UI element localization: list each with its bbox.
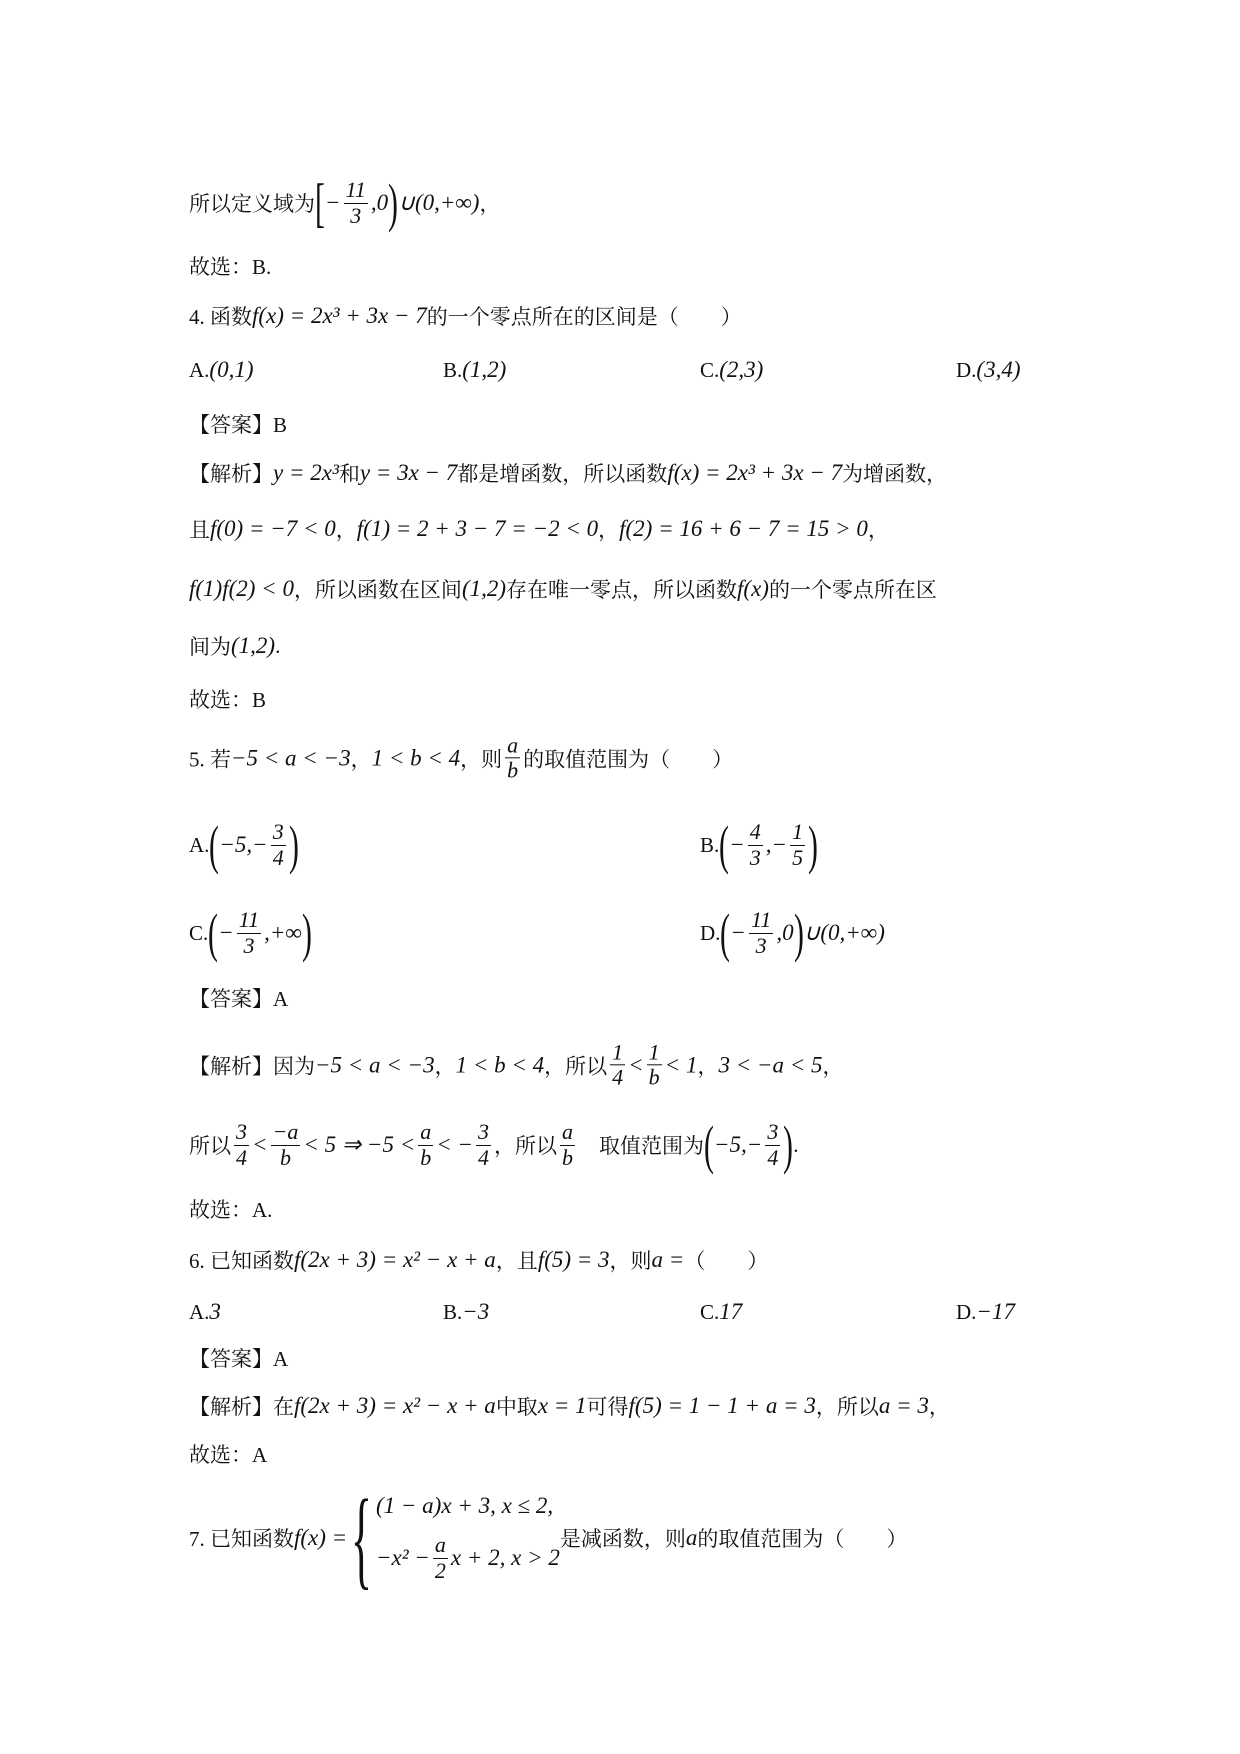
delimiter: ( xyxy=(704,1115,714,1175)
math-expression: ,+∞ xyxy=(264,920,302,945)
text-line xyxy=(189,409,287,439)
fraction-denominator: 4 xyxy=(478,1144,490,1170)
fraction-numerator: 3 xyxy=(272,819,284,845)
fraction-denominator: b xyxy=(507,757,519,783)
fraction-denominator: 4 xyxy=(767,1144,779,1170)
delimiter: [ xyxy=(315,173,325,233)
math-expression: f(x) xyxy=(737,576,769,601)
text-run: ， xyxy=(335,518,357,542)
answer-option xyxy=(700,357,763,383)
text-run: ，则 xyxy=(609,1249,652,1273)
text-run: 所以定义域为 xyxy=(189,192,315,216)
text-line xyxy=(189,1391,950,1421)
text-run: 都是增函数，所以函数 xyxy=(457,462,668,486)
math-expression: (1,2) xyxy=(461,576,507,601)
math-expression: (2,3) xyxy=(719,357,764,382)
math-expression: a xyxy=(685,1525,698,1550)
answer-option xyxy=(189,815,299,875)
fraction xyxy=(560,1120,575,1169)
text-run: 【答案】B xyxy=(189,413,288,437)
text-run: 4. 函数 xyxy=(189,305,252,329)
math-expression: ,0 xyxy=(370,190,389,215)
text-run: 的取值范围为（ ） xyxy=(697,1527,908,1551)
fraction xyxy=(748,820,763,869)
text-line xyxy=(189,173,501,233)
fraction-numerator: 3 xyxy=(478,1119,490,1145)
fraction-numerator: a xyxy=(420,1119,432,1145)
fraction-numerator: 4 xyxy=(749,819,761,845)
text-run: 【解析】在 xyxy=(189,1395,294,1419)
fraction-numerator: 11 xyxy=(750,907,772,933)
fraction-denominator: 3 xyxy=(755,932,767,958)
fraction xyxy=(234,1120,249,1169)
text-run: ， xyxy=(822,1054,844,1078)
delimiter: ) xyxy=(808,815,819,875)
text-line xyxy=(189,458,947,488)
delimiter: ) xyxy=(783,1115,794,1175)
text-run: 且 xyxy=(189,518,210,542)
text-line xyxy=(189,514,889,544)
fraction-numerator: 1 xyxy=(648,1039,660,1065)
text-run: B. xyxy=(443,357,463,382)
delimiter: ) xyxy=(301,903,312,963)
text-run: D. xyxy=(700,920,721,945)
fraction-numerator: 3 xyxy=(236,1119,247,1145)
fraction-numerator: 11 xyxy=(345,177,366,203)
answer-option xyxy=(189,357,254,383)
math-expression: a = xyxy=(651,1247,685,1272)
delimiter: ) xyxy=(388,173,399,233)
text-line xyxy=(189,1439,267,1469)
fraction xyxy=(271,820,286,869)
text-run: 【解析】因为 xyxy=(189,1054,315,1078)
math-expression: f(2x + 3) = x² − x + a xyxy=(294,1393,496,1418)
text-run: 可得 xyxy=(586,1395,629,1419)
text-run: A. xyxy=(189,357,210,382)
text-run: 为增函数， xyxy=(842,462,948,486)
math-expression: < xyxy=(252,1132,268,1157)
math-expression: f(2x + 3) = x² − x + a xyxy=(294,1247,496,1272)
math-expression: −5 < a < −3 xyxy=(315,1052,435,1077)
text-run: ，则 xyxy=(460,747,503,771)
math-expression: −5,− xyxy=(714,1132,763,1157)
text-line xyxy=(189,1194,272,1224)
text-run: A. xyxy=(189,832,210,857)
math-expression: (1,2) xyxy=(231,633,276,658)
text-line xyxy=(189,1477,908,1599)
text-run: ，所以 xyxy=(494,1134,558,1158)
answer-option xyxy=(700,815,819,875)
math-expression: −5,− xyxy=(219,832,268,857)
fraction-denominator: 3 xyxy=(350,202,362,228)
text-run: 存在唯一零点，所以函数 xyxy=(506,578,738,602)
math-expression: f(5) = 1 − 1 + a = 3 xyxy=(628,1393,816,1418)
text-run: 故选：A xyxy=(189,1443,268,1467)
piecewise-case xyxy=(376,1493,560,1519)
fraction xyxy=(647,1040,662,1089)
text-run: ，所以函数在区间 xyxy=(293,578,462,602)
text-run: 的一个零点所在区 xyxy=(768,578,937,602)
answer-option xyxy=(700,903,885,963)
fraction-numerator: 1 xyxy=(792,819,804,845)
math-expression: ,0 xyxy=(776,920,794,945)
text-run: ， xyxy=(479,192,501,216)
math-expression: ∪(0,+∞) xyxy=(803,920,885,945)
answer-option xyxy=(189,903,312,963)
text-run: 【答案】A xyxy=(189,987,289,1011)
delimiter: ) xyxy=(288,815,299,875)
math-expression: y = 3x − 7 xyxy=(359,460,458,485)
text-run: 【解析】 xyxy=(189,462,273,486)
answer-option xyxy=(443,357,506,383)
fraction-denominator: 3 xyxy=(243,932,255,958)
delimiter: ( xyxy=(720,903,731,963)
math-expression: − xyxy=(324,190,341,215)
math-expression: f(1)f(2) < 0 xyxy=(189,576,294,601)
text-run: ，所以 xyxy=(815,1395,879,1419)
text-run: 中取 xyxy=(495,1395,538,1419)
math-expression: < 5 ⇒ −5 < xyxy=(303,1132,416,1157)
fraction-denominator: b xyxy=(562,1144,574,1170)
text-run: 6. 已知函数 xyxy=(189,1249,294,1273)
fraction xyxy=(790,820,805,869)
fraction xyxy=(505,733,520,782)
options-row xyxy=(189,335,1089,405)
math-expression: − xyxy=(730,920,746,945)
text-run: D. xyxy=(956,357,977,382)
math-expression: (1 − a)x + 3, x ≤ 2, xyxy=(376,1493,554,1519)
fraction-numerator: a xyxy=(434,1532,446,1558)
fraction-denominator: 4 xyxy=(612,1064,624,1090)
fraction-denominator: b xyxy=(279,1144,291,1170)
fraction-denominator: 4 xyxy=(236,1144,247,1170)
fraction-denominator: 3 xyxy=(749,844,761,870)
fraction-numerator: a xyxy=(507,732,519,758)
fraction xyxy=(237,908,261,957)
text-line xyxy=(189,251,271,281)
options-row xyxy=(189,898,1089,968)
text-line xyxy=(189,983,288,1013)
text-line xyxy=(189,574,937,604)
math-expression: − xyxy=(729,832,745,857)
math-expression: ,− xyxy=(765,832,788,857)
math-expression: f(0) = −7 < 0 xyxy=(210,516,336,541)
fraction-numerator: 3 xyxy=(767,1119,779,1145)
text-run: ， xyxy=(697,1054,719,1078)
piecewise-case xyxy=(376,1533,560,1582)
math-expression: < 1 xyxy=(664,1052,698,1077)
text-run: ， xyxy=(434,1054,456,1078)
text-run: 故选：B xyxy=(189,688,267,712)
fraction xyxy=(749,908,773,957)
fraction xyxy=(433,1533,448,1582)
math-expression: (0,1) xyxy=(209,357,254,382)
text-run: ， xyxy=(350,747,372,771)
fraction-numerator: 1 xyxy=(612,1039,624,1065)
math-expression: − xyxy=(218,920,234,945)
math-expression: x + 2, x > 2 xyxy=(450,1545,560,1570)
math-expression: x = 1 xyxy=(537,1393,587,1418)
text-run: ，且 xyxy=(495,1249,538,1273)
fraction-denominator: b xyxy=(648,1064,660,1090)
math-expression: a = 3 xyxy=(878,1393,929,1418)
fraction-denominator: 2 xyxy=(434,1557,446,1583)
fraction-denominator: 4 xyxy=(272,844,284,870)
math-expression: (3,4) xyxy=(976,357,1021,382)
fraction xyxy=(610,1040,625,1089)
fraction-numerator: −a xyxy=(272,1119,299,1145)
delimiter: ( xyxy=(719,815,730,875)
text-line xyxy=(189,631,280,661)
fraction xyxy=(765,1120,780,1169)
math-expression: −3 xyxy=(462,1299,490,1324)
math-expression: f(x) = 2x³ + 3x − 7 xyxy=(667,460,843,485)
text-run: C. xyxy=(700,357,720,382)
text-run: A. xyxy=(189,1299,210,1324)
math-expression: (1,2) xyxy=(462,357,507,382)
text-run: C. xyxy=(700,1299,720,1324)
text-run: 5. 若 xyxy=(189,747,231,771)
text-run: 所以 xyxy=(189,1134,231,1158)
text-run: B. xyxy=(443,1299,463,1324)
answer-option xyxy=(189,1299,221,1325)
text-line xyxy=(189,1245,768,1275)
text-run: . xyxy=(275,633,281,658)
text-line xyxy=(189,1343,288,1373)
text-line xyxy=(189,301,742,331)
text-run: ，所以 xyxy=(544,1054,608,1078)
text-run: ， xyxy=(928,1395,950,1419)
answer-option xyxy=(443,1299,489,1325)
math-expression: < xyxy=(628,1052,644,1077)
left-brace-icon: { xyxy=(351,1477,373,1599)
delimiter: ( xyxy=(209,815,220,875)
math-expression: ∪(0,+∞) xyxy=(398,190,480,215)
piecewise-function xyxy=(347,1477,560,1599)
text-line xyxy=(189,1040,844,1089)
text-run: 故选：B. xyxy=(189,255,272,279)
options-row xyxy=(189,1277,1089,1347)
text-run: . xyxy=(793,1132,799,1157)
fraction xyxy=(418,1120,433,1169)
text-run: ， xyxy=(867,518,889,542)
math-expression: y = 2x³ xyxy=(273,460,339,485)
math-expression: 17 xyxy=(719,1299,743,1324)
math-expression: 3 xyxy=(209,1299,221,1324)
answer-option xyxy=(700,1299,742,1325)
math-expression: f(2) = 16 + 6 − 7 = 15 > 0 xyxy=(619,516,868,541)
fraction-numerator: a xyxy=(562,1119,574,1145)
math-expression: 3 < −a < 5 xyxy=(718,1052,823,1077)
text-run: （ ） xyxy=(684,1249,769,1273)
text-run: 和 xyxy=(338,462,360,486)
text-run: 的取值范围为（ ） xyxy=(523,747,734,771)
text-run: 的一个零点所在的区间是（ ） xyxy=(426,305,742,329)
math-expression: f(5) = 3 xyxy=(537,1247,610,1272)
text-run: 间为 xyxy=(189,635,231,659)
math-expression: < − xyxy=(436,1132,474,1157)
text-run: 故选：A. xyxy=(189,1198,273,1222)
delimiter: ) xyxy=(793,903,804,963)
math-expression: f(x) = xyxy=(294,1525,348,1550)
math-expression: −17 xyxy=(976,1299,1015,1324)
text-run: B. xyxy=(700,832,720,857)
piecewise-cases xyxy=(376,1493,560,1582)
text-run: 7. 已知函数 xyxy=(189,1527,294,1551)
math-expression: −5 < a < −3 xyxy=(231,745,351,770)
text-run: D. xyxy=(956,1299,977,1324)
fraction-numerator: 11 xyxy=(238,907,260,933)
answer-option xyxy=(956,357,1021,383)
fraction xyxy=(344,178,368,227)
text-line xyxy=(189,733,733,782)
options-row xyxy=(189,810,1089,880)
fraction-denominator: b xyxy=(420,1144,432,1170)
text-run: C. xyxy=(189,920,209,945)
text-run: ， xyxy=(598,518,620,542)
fraction-denominator: 5 xyxy=(792,844,804,870)
text-run: 【答案】A xyxy=(189,1347,289,1371)
text-run: 取值范围为 xyxy=(578,1134,705,1158)
math-expression: 1 < b < 4 xyxy=(455,1052,545,1077)
text-line xyxy=(189,1115,799,1175)
fraction xyxy=(476,1120,491,1169)
text-run: 是减函数，则 xyxy=(559,1527,686,1551)
math-expression: f(1) = 2 + 3 − 7 = −2 < 0 xyxy=(356,516,599,541)
delimiter: ( xyxy=(208,903,219,963)
math-expression: 1 < b < 4 xyxy=(371,745,461,770)
text-line xyxy=(189,684,266,714)
math-expression: −x² − xyxy=(376,1545,430,1570)
fraction xyxy=(271,1120,301,1169)
answer-option xyxy=(956,1299,1015,1325)
math-expression: f(x) = 2x³ + 3x − 7 xyxy=(252,303,427,328)
